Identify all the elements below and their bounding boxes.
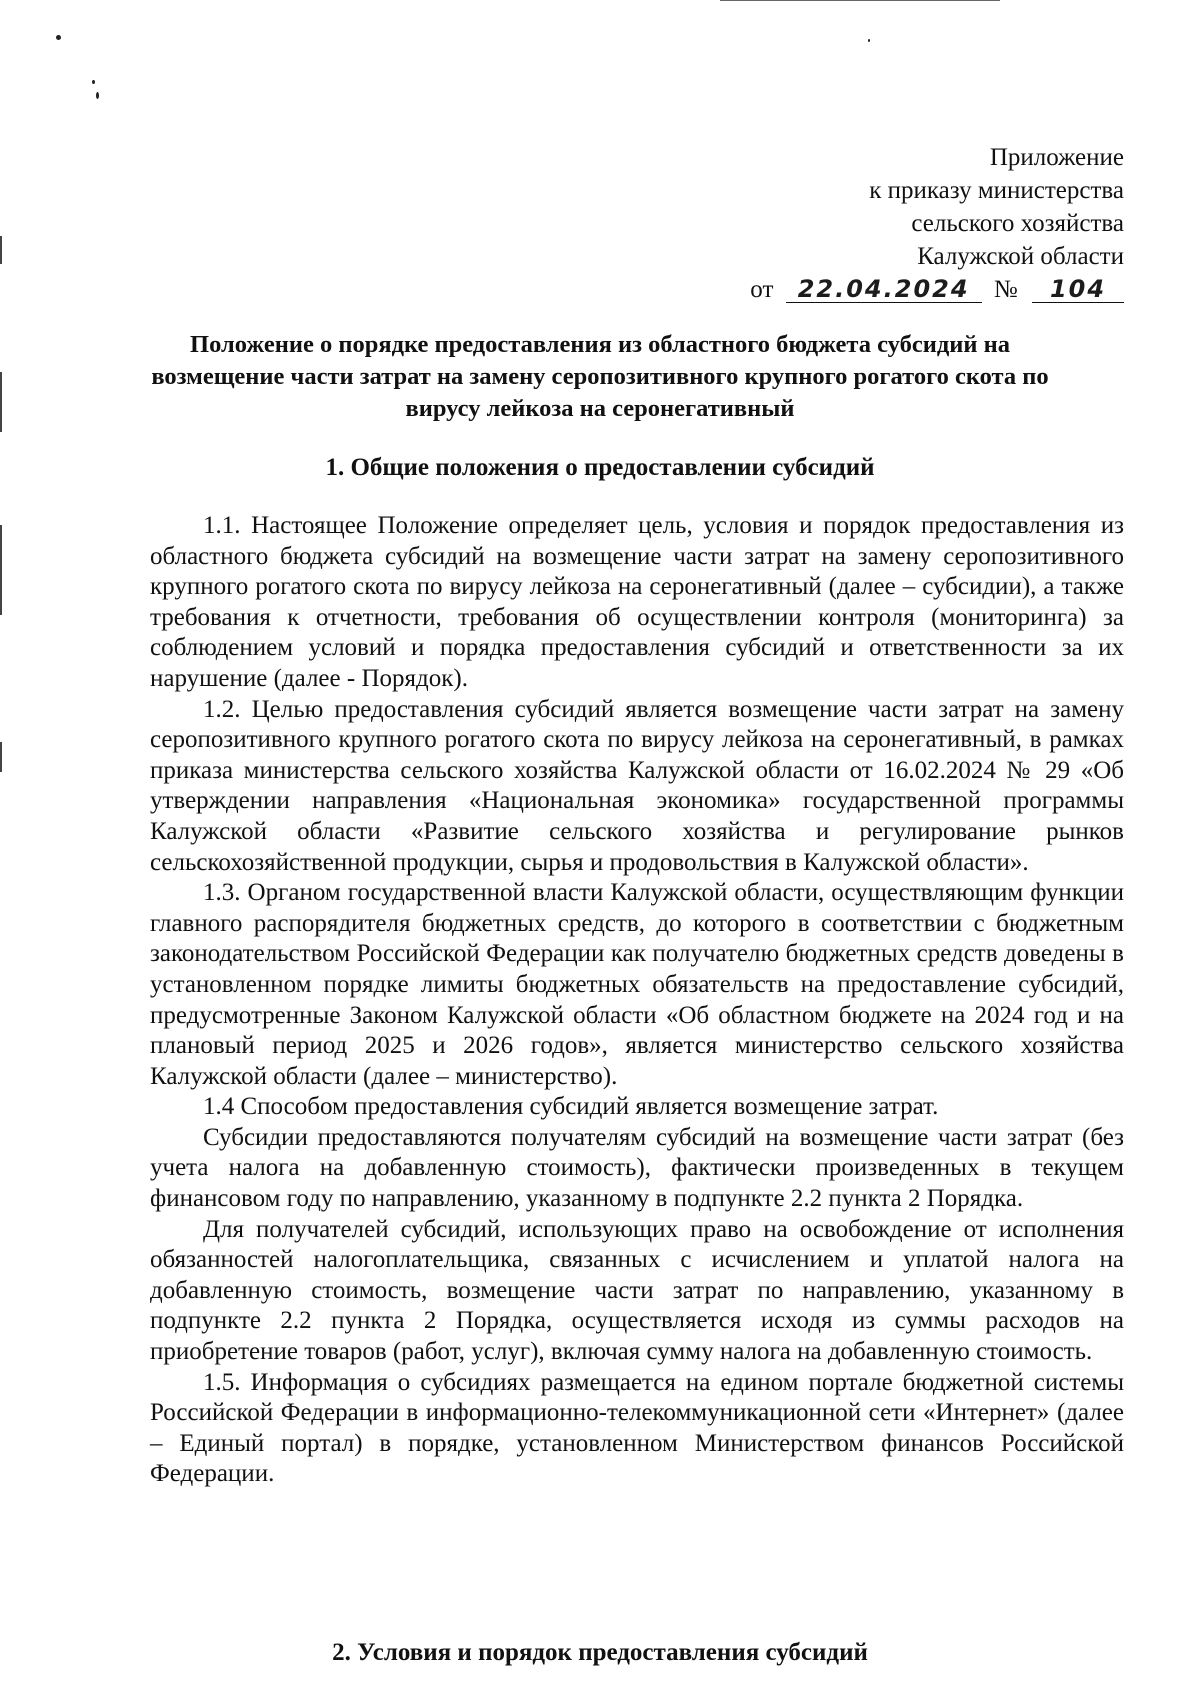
scan-speck	[56, 35, 61, 40]
appendix-header	[604, 141, 1124, 306]
paragraph: 1.2. Целью предоставления субсидий является возмещение части затрат на замену серопозитивного крупного рогатого скота по вирусу лейкоза на серонегативный, в рамках приказа министерства сельского хозяйства Калужской области от 16.02.2024 № 29 «Об утверждении направления «Национальная экономика» государственной программы Калужской области «Развитие сельского хозяйства и регулирование рынков сельскохозяйственной продукции, сырья и продовольствия в Калужской области».	[150, 695, 1124, 876]
scan-edge-mark	[0, 372, 2, 432]
paragraph: 1.5. Информация о субсидиях размещается на едином портале бюджетной системы Российской Федерации в информационно-телекоммуникационной сети «Интернет» (далее – Единый портал) в порядке, установленном Министерством финансов Российской Федерации.	[150, 1368, 1124, 1488]
scan-edge-mark	[0, 236, 2, 264]
paragraph: 1.3. Органом государственной власти Калужской области, осуществляющим функции главного распорядителя бюджетных средств, до которого в соответствии с бюджетным законодательством Российской Федерации как получателю бюджетных средств доведены в установленном порядке лимиты бюджетных обязательств на предоставление субсидий, предусмотренные Законом Калужской области «Об областном бюджете на 2024 год и на плановый период 2025 и 2026 годов», является министерство сельского хозяйства Калужской области (далее – министерство).	[150, 879, 1124, 1090]
scan-speck	[92, 80, 95, 84]
appendix-line: Калужской области	[917, 243, 1124, 270]
scan-edge-line	[720, 0, 1000, 1]
section-heading: 2. Условия и порядок предоставления субсидий	[332, 1639, 868, 1666]
handwritten-number: 104	[1032, 276, 1124, 303]
handwritten-date: 22.04.2024	[786, 276, 982, 303]
number-prefix: №	[993, 276, 1018, 303]
paragraph: 1.4 Способом предоставления субсидий является возмещение затрат.	[203, 1093, 939, 1121]
scan-speck	[868, 39, 870, 42]
paragraph: Субсидии предоставляются получателям субсидий на возмещение части затрат (без учета налога на добавленную стоимость), фактически произведенных в текущем финансовом году по направлению, указанному в подпункте 2.2 пункта 2 Порядка.	[150, 1123, 1124, 1213]
paragraph: 1.1. Настоящее Положение определяет цель, условия и порядок предоставления из областного бюджета субсидий на возмещение части затрат на замену серопозитивного крупного рогатого скота по вирусу лейкоза на серонегативный (далее – субсидии), а также требования к отчетности, требования об осуществлении контроля (мониторинга) за соблюдением условий и порядка предоставления субсидий и ответственности за их нарушение (далее - Порядок).	[150, 512, 1124, 692]
appendix-line: сельского хозяйства	[911, 210, 1124, 237]
section-body	[150, 511, 1124, 1490]
document-title: Положение о порядке предоставления из областного бюджета субсидий на возмещение части затрат на замену серопозитивного крупного рогатого скота по вирусу лейкоза на серонегативный	[151, 331, 1049, 422]
scan-speck	[96, 92, 99, 99]
appendix-line: к приказу министерства	[869, 177, 1124, 204]
appendix-line: Приложение	[989, 144, 1124, 171]
scan-edge-mark	[0, 525, 2, 615]
paragraph: Для получателей субсидий, использующих право на освобождение от исполнения обязанностей налогоплательщика, связанных с исчислением и уплатой налога на добавленную стоимость, возмещение части затрат по направлению, указанному в подпункте 2.2 пункта 2 Порядка, осуществляется исходя из суммы расходов на приобретение товаров (работ, услуг), включая сумму налога на добавленную стоимость.	[150, 1215, 1124, 1366]
date-prefix: от	[750, 276, 774, 303]
scan-edge-mark	[0, 742, 2, 772]
section-heading: 1. Общие положения о предоставлении субсидий	[325, 454, 875, 481]
order-date-number-line	[604, 273, 1124, 306]
